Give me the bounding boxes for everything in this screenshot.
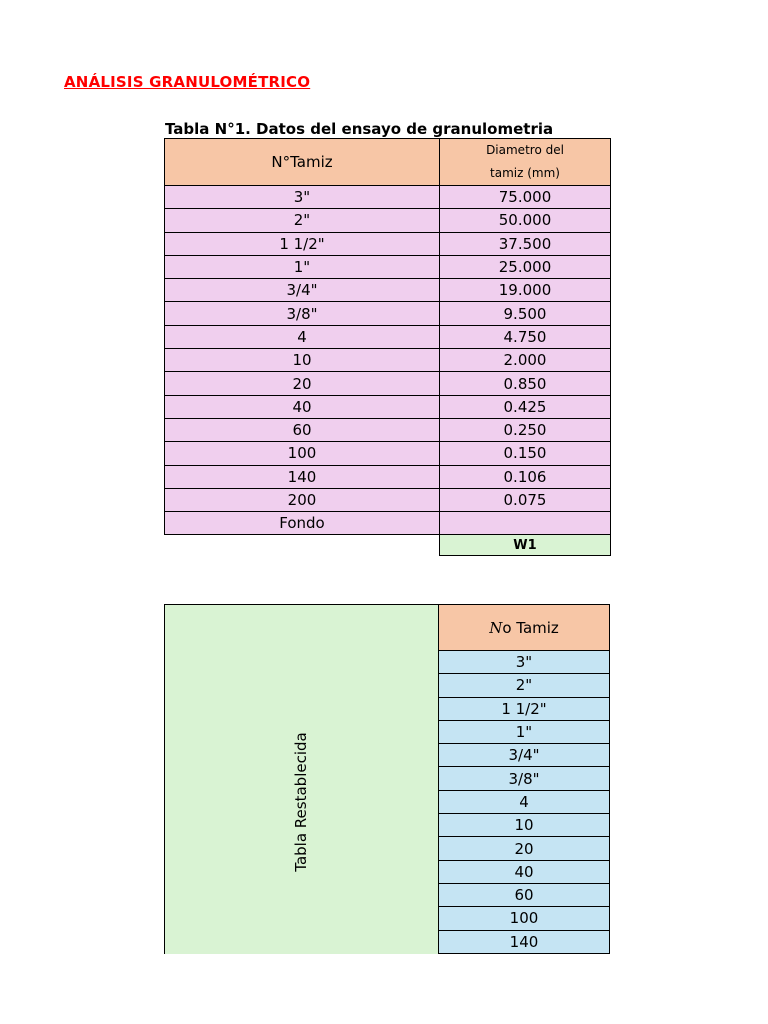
table-row <box>165 418 611 441</box>
table-row <box>165 465 611 488</box>
cell-diametro: 2.000 <box>440 349 611 372</box>
table2-header-row <box>439 605 610 651</box>
cell-tamiz: 20 <box>165 372 440 395</box>
cell-tamiz: 140 <box>165 465 440 488</box>
table-row <box>165 372 611 395</box>
cell-no-tamiz: 3/4" <box>439 744 610 767</box>
cell-diametro: 19.000 <box>440 279 611 302</box>
cell-tamiz: 3/8" <box>165 302 440 325</box>
table-row <box>439 674 610 697</box>
table-row <box>165 209 611 232</box>
column-header-no-tamiz <box>439 605 610 651</box>
cell-no-tamiz: 1 1/2" <box>439 697 610 720</box>
cell-no-tamiz: 10 <box>439 814 610 837</box>
cell-diametro: 9.500 <box>440 302 611 325</box>
cell-tamiz: 3" <box>165 186 440 209</box>
cell-tamiz: Fondo <box>165 512 440 535</box>
cell-tamiz: 2" <box>165 209 440 232</box>
table-row <box>439 720 610 743</box>
cell-tamiz: 100 <box>165 442 440 465</box>
table-row <box>439 651 610 674</box>
cell-diametro: 0.106 <box>440 465 611 488</box>
footer-empty-cell <box>165 535 440 556</box>
column-header-diametro-line1: Diametro del <box>486 143 564 157</box>
table-row <box>165 232 611 255</box>
cell-diametro: 75.000 <box>440 186 611 209</box>
table-row <box>165 349 611 372</box>
granulometry-table <box>164 138 611 556</box>
table-row <box>165 255 611 278</box>
table-row <box>439 837 610 860</box>
table1-title: Tabla N°1. Datos del ensayo de granulometria <box>165 120 554 138</box>
cell-no-tamiz: 40 <box>439 860 610 883</box>
table-row <box>439 744 610 767</box>
cell-tamiz: 3/4" <box>165 279 440 302</box>
table-row <box>439 860 610 883</box>
cell-diametro: 0.850 <box>440 372 611 395</box>
cell-tamiz: 1" <box>165 255 440 278</box>
column-header-diametro <box>440 139 611 186</box>
table1-footer-row <box>165 535 611 556</box>
table-row <box>439 814 610 837</box>
cell-no-tamiz: 2" <box>439 674 610 697</box>
footer-w1-cell: W1 <box>440 535 611 556</box>
cell-diametro: 0.250 <box>440 418 611 441</box>
table-row <box>439 907 610 930</box>
table-row <box>439 790 610 813</box>
table1-header-row <box>165 139 611 186</box>
cell-no-tamiz: 4 <box>439 790 610 813</box>
header-text: o Tamiz <box>502 618 559 637</box>
cell-diametro: 0.075 <box>440 488 611 511</box>
page-heading: ANÁLISIS GRANULOMÉTRICO <box>64 73 311 91</box>
cell-tamiz: 200 <box>165 488 440 511</box>
cell-no-tamiz: 100 <box>439 907 610 930</box>
cell-diametro: 0.425 <box>440 395 611 418</box>
table-row <box>165 488 611 511</box>
cell-diametro: 37.500 <box>440 232 611 255</box>
table-row <box>165 279 611 302</box>
cell-no-tamiz: 3/8" <box>439 767 610 790</box>
cell-no-tamiz: 1" <box>439 720 610 743</box>
cell-no-tamiz: 60 <box>439 883 610 906</box>
table-row <box>165 442 611 465</box>
cell-diametro: 4.750 <box>440 325 611 348</box>
table-row <box>439 930 610 953</box>
cell-tamiz: 10 <box>165 349 440 372</box>
table-row <box>165 512 611 535</box>
restored-table <box>438 604 610 954</box>
cell-diametro: 0.150 <box>440 442 611 465</box>
cell-tamiz: 4 <box>165 325 440 348</box>
restored-table-side-label: Tabla Restablecida <box>292 732 310 872</box>
cell-diametro <box>440 512 611 535</box>
cell-tamiz: 60 <box>165 418 440 441</box>
cell-no-tamiz: 20 <box>439 837 610 860</box>
cell-no-tamiz: 3" <box>439 651 610 674</box>
column-header-diametro-line2: tamiz (mm) <box>490 166 560 180</box>
cell-tamiz: 40 <box>165 395 440 418</box>
column-header-tamiz: N°Tamiz <box>165 139 440 186</box>
table-row <box>165 395 611 418</box>
header-math-symbol: N <box>489 618 503 637</box>
cell-tamiz: 1 1/2" <box>165 232 440 255</box>
table-row <box>165 325 611 348</box>
table-row <box>439 883 610 906</box>
table-row <box>165 186 611 209</box>
table-row <box>165 302 611 325</box>
cell-diametro: 25.000 <box>440 255 611 278</box>
cell-diametro: 50.000 <box>440 209 611 232</box>
cell-no-tamiz: 140 <box>439 930 610 953</box>
table-row <box>439 767 610 790</box>
table-row <box>439 697 610 720</box>
